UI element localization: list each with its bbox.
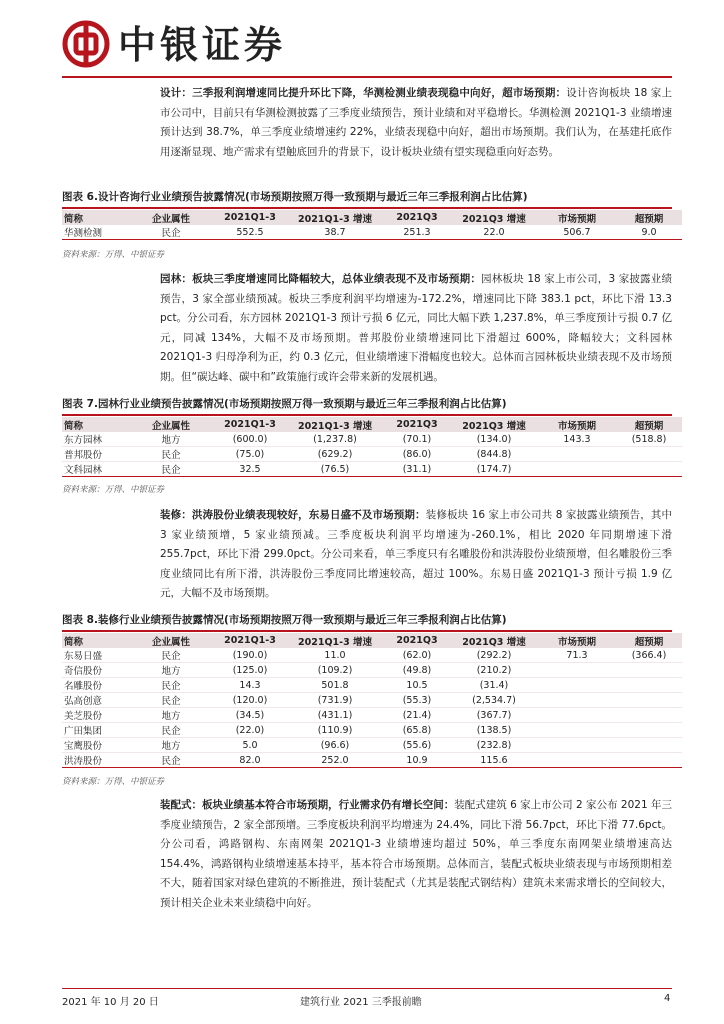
table-header-row <box>62 210 682 225</box>
table-cell: (600.0) <box>214 432 286 447</box>
table-cell: (31.4) <box>450 678 538 693</box>
column-header: 2021Q1-3 增速 <box>286 417 384 432</box>
table-cell: 14.3 <box>214 678 286 693</box>
table-row <box>62 648 682 663</box>
footer-date: 2021 年 10 月 20 日 <box>62 997 159 1008</box>
paragraph-decoration <box>160 506 672 604</box>
table-landscape <box>62 417 682 477</box>
table-cell: 地方 <box>128 708 214 723</box>
bank-of-china-logo-icon <box>62 20 110 68</box>
table-cell <box>538 723 616 738</box>
table-cell: (76.5) <box>286 462 384 477</box>
table-cell: 地方 <box>128 738 214 753</box>
table-cell: (1,237.8) <box>286 432 384 447</box>
table-cell: 民企 <box>128 462 214 477</box>
table-cell: (232.8) <box>450 738 538 753</box>
column-header: 简称 <box>62 633 128 648</box>
table-cell: (134.0) <box>450 432 538 447</box>
table-cell: (629.2) <box>286 447 384 462</box>
table-cell: (62.0) <box>384 648 450 663</box>
table-cell <box>538 708 616 723</box>
table-cell <box>616 663 682 678</box>
table-cell: 115.6 <box>450 753 538 768</box>
column-header: 市场预期 <box>538 417 616 432</box>
table-cell <box>616 708 682 723</box>
table-cell <box>616 723 682 738</box>
column-header: 2021Q3 <box>384 417 450 432</box>
paragraph-prefab <box>160 796 672 914</box>
table-cell: (174.7) <box>450 462 538 477</box>
footer-divider <box>62 988 672 989</box>
table-cell: (86.0) <box>384 447 450 462</box>
table-cell <box>538 447 616 462</box>
paragraph-body: 装配式建筑 6 家上市公司 2 家公布 2021 年三季度业绩预告，2 家全部预增。三季度板块利润平均增速为 24.4%，同比下滑 56.7pct，环比下滑 77.6pct。分公司看，鸿路钢构、东南网架 2021Q1-3 业绩增速均超过 50%，单三季度东南网架业绩增速高达 154.4%，鸿路钢构业绩增速基本持平，基本符合市场预期。总体而言，装配式板块业绩表现与市场预期相差不大，随着国家对绿色建筑的不断推进，预计装配式（尤其是装配式钢结构）建筑未来需求增长的空间较大，预计相关企业未来业绩稳中向好。 <box>160 799 673 909</box>
table-cell: (138.5) <box>450 723 538 738</box>
table-cell <box>538 693 616 708</box>
table-cell: (55.3) <box>384 693 450 708</box>
table-cell <box>616 738 682 753</box>
table-cell: 地方 <box>128 663 214 678</box>
table-cell: 252.0 <box>286 753 384 768</box>
table-decoration <box>62 633 682 768</box>
column-header: 2021Q1-3 增速 <box>286 633 384 648</box>
table-row <box>62 678 682 693</box>
column-header: 2021Q3 <box>384 210 450 225</box>
table-cell: (31.1) <box>384 462 450 477</box>
table-cell: 民企 <box>128 225 214 240</box>
column-header: 2021Q3 增速 <box>450 633 538 648</box>
table-cell: 552.5 <box>214 225 286 240</box>
figure-8-title: 图表 8.装修行业业绩预告披露情况(市场预期按照万得一致预期与最近三年三季报利润占比估算) <box>62 613 672 632</box>
column-header: 2021Q3 <box>384 633 450 648</box>
table-cell: (210.2) <box>450 663 538 678</box>
column-header: 超预期 <box>616 210 682 225</box>
table-row <box>62 447 682 462</box>
page-number: 4 <box>664 993 671 1004</box>
table-cell: 10.5 <box>384 678 450 693</box>
table-header-row <box>62 417 682 432</box>
table-cell: (844.8) <box>450 447 538 462</box>
table-row <box>62 663 682 678</box>
column-header: 2021Q1-3 <box>214 417 286 432</box>
figure-7-title: 图表 7.园林行业业绩预告披露情况(市场预期按照万得一致预期与最近三年三季报利润占比估算) <box>62 397 672 416</box>
table-cell: 民企 <box>128 648 214 663</box>
footer-report-title: 建筑行业 2021 三季报前瞻 <box>300 997 422 1008</box>
table-cell: 华测检测 <box>62 225 128 240</box>
table-design-consulting <box>62 210 682 240</box>
table-cell: 洪涛股份 <box>62 753 128 768</box>
column-header: 市场预期 <box>538 633 616 648</box>
table-cell: (125.0) <box>214 663 286 678</box>
table-cell: 弘高创意 <box>62 693 128 708</box>
table-cell <box>538 663 616 678</box>
table-cell <box>538 738 616 753</box>
column-header: 企业属性 <box>128 633 214 648</box>
header-divider <box>62 76 672 78</box>
table-row <box>62 723 682 738</box>
table-cell: 5.0 <box>214 738 286 753</box>
table-cell: (96.6) <box>286 738 384 753</box>
table-cell: (431.1) <box>286 708 384 723</box>
table-cell: (190.0) <box>214 648 286 663</box>
paragraph-body: 设计咨询板块 18 家上市公司中，目前只有华测检测披露了三季度业绩预告，预计业绩和对平稳增长。华测检测 2021Q1-3 业绩增速预计达到 38.7%，单三季度业绩增速约 22%，业绩表现稳中向好，超出市场预期。我们认为，在基建托底作用逐渐显现、地产需求有望触底回升的背景下，设计板块业绩有望实现稳重向好态势。 <box>160 87 673 158</box>
table-cell <box>538 462 616 477</box>
table-cell: 11.0 <box>286 648 384 663</box>
column-header: 超预期 <box>616 633 682 648</box>
table-cell: (731.9) <box>286 693 384 708</box>
table-cell: (49.8) <box>384 663 450 678</box>
table-cell: 10.9 <box>384 753 450 768</box>
table-cell <box>616 753 682 768</box>
table-cell: 民企 <box>128 447 214 462</box>
table-cell <box>616 462 682 477</box>
table-cell: 东易日盛 <box>62 648 128 663</box>
column-header: 2021Q3 增速 <box>450 210 538 225</box>
table-cell: (518.8) <box>616 432 682 447</box>
table-cell: (34.5) <box>214 708 286 723</box>
table-cell: 82.0 <box>214 753 286 768</box>
table-cell: (2,534.7) <box>450 693 538 708</box>
table-cell: (109.2) <box>286 663 384 678</box>
source-note: 资料来源：万得、中银证券 <box>62 777 165 787</box>
table-cell: 东方园林 <box>62 432 128 447</box>
table-cell <box>538 678 616 693</box>
table-row <box>62 225 682 240</box>
table-cell: 501.8 <box>286 678 384 693</box>
table-cell: (366.4) <box>616 648 682 663</box>
table-cell: (120.0) <box>214 693 286 708</box>
paragraph-design <box>160 84 672 162</box>
column-header: 简称 <box>62 417 128 432</box>
column-header: 企业属性 <box>128 417 214 432</box>
table-cell: (367.7) <box>450 708 538 723</box>
table-cell: 32.5 <box>214 462 286 477</box>
paragraph-lead: 装修：洪涛股份业绩表现较好，东易日盛不及市场预期： <box>160 509 426 521</box>
column-header: 简称 <box>62 210 128 225</box>
table-cell: 普邦股份 <box>62 447 128 462</box>
column-header: 2021Q1-3 <box>214 210 286 225</box>
paragraph-landscape <box>160 270 672 388</box>
table-cell: 美芝股份 <box>62 708 128 723</box>
table-cell: 民企 <box>128 693 214 708</box>
table-row <box>62 432 682 447</box>
table-cell: 民企 <box>128 678 214 693</box>
table-cell: (70.1) <box>384 432 450 447</box>
table-cell: 文科园林 <box>62 462 128 477</box>
table-row <box>62 693 682 708</box>
table-cell <box>538 753 616 768</box>
paragraph-lead: 装配式：板块业绩基本符合市场预期，行业需求仍有增长空间： <box>160 799 455 811</box>
table-cell: 143.3 <box>538 432 616 447</box>
table-cell <box>616 447 682 462</box>
figure-6-title: 图表 6.设计咨询行业业绩预告披露情况(市场预期按照万得一致预期与最近三年三季报利润占比估算) <box>62 190 672 209</box>
table-cell: 71.3 <box>538 648 616 663</box>
page-header <box>62 16 672 78</box>
table-cell: 宝鹰股份 <box>62 738 128 753</box>
table-cell: 9.0 <box>616 225 682 240</box>
table-row <box>62 708 682 723</box>
table-cell: (292.2) <box>450 648 538 663</box>
table-cell: 38.7 <box>286 225 384 240</box>
table-cell <box>616 678 682 693</box>
table-cell: 民企 <box>128 753 214 768</box>
table-cell: (65.8) <box>384 723 450 738</box>
column-header: 企业属性 <box>128 210 214 225</box>
column-header: 超预期 <box>616 417 682 432</box>
brand-name: 中银证券 <box>118 22 287 67</box>
table-header-row <box>62 633 682 648</box>
paragraph-lead: 园林：板块三季度增速同比降幅较大，总体业绩表现不及市场预期： <box>160 273 482 285</box>
source-note: 资料来源：万得、中银证券 <box>62 485 165 495</box>
table-cell <box>616 693 682 708</box>
table-row <box>62 462 682 477</box>
table-cell: 名雕股份 <box>62 678 128 693</box>
column-header: 2021Q3 增速 <box>450 417 538 432</box>
table-cell: (75.0) <box>214 447 286 462</box>
column-header: 2021Q1-3 <box>214 633 286 648</box>
table-cell: (55.6) <box>384 738 450 753</box>
table-cell: 251.3 <box>384 225 450 240</box>
table-cell: 民企 <box>128 723 214 738</box>
source-note: 资料来源：万得、中银证券 <box>62 250 165 260</box>
column-header: 2021Q1-3 增速 <box>286 210 384 225</box>
table-cell: 奇信股份 <box>62 663 128 678</box>
table-cell: 22.0 <box>450 225 538 240</box>
table-row <box>62 738 682 753</box>
table-row <box>62 753 682 768</box>
paragraph-body: 装修板块 16 家上市公司共 8 家披露业绩预告，其中 3 家业绩预增，5 家业绩预减。三季度板块利润平均增速为-260.1%，相比 2020 年同期增速下滑 255.7pct，环比下滑 299.0pct。分公司来看，单三季度只有名雕股份和洪涛股份业绩预增，但名雕股份三季度业绩同比有所下滑，洪涛股份三季度同比增速较高，超过 100%。东易日盛 2021Q1-3 预计亏损 1.9 亿元，大幅不及市场预期。 <box>160 509 672 600</box>
column-header: 市场预期 <box>538 210 616 225</box>
paragraph-body: 园林板块 18 家上市公司，3 家披露业绩预告，3 家全部业绩预减。板块三季度利润平均增速为-172.2%，增速同比下降 383.1 pct，环比下滑 13.3 pct。分公司看，东方园林 2021Q1-3 预计亏损 6 亿元，同比大幅下跌 1,237.8%，单三季度预计亏损 0.7 亿元，同减 134%，大幅不及市场预期。普邦股份业绩增速同比下滑超过 600%，降幅较大；文科园林 2021Q1-3 归母净利为正，约 0.3 亿元，但业绩增速下滑幅度也较大。总体而言园林板块业绩表现不及市场预期。但“碳达峰、碳中和”政策施行或许会带来新的发展机遇。 <box>160 273 672 383</box>
table-cell: (110.9) <box>286 723 384 738</box>
table-cell: 506.7 <box>538 225 616 240</box>
paragraph-lead: 设计：三季报利润增速同比提升环比下降，华测检测业绩表现稳中向好，超市场预期： <box>160 87 567 99</box>
table-cell: 地方 <box>128 432 214 447</box>
table-cell: (22.0) <box>214 723 286 738</box>
table-cell: (21.4) <box>384 708 450 723</box>
table-cell: 广田集团 <box>62 723 128 738</box>
